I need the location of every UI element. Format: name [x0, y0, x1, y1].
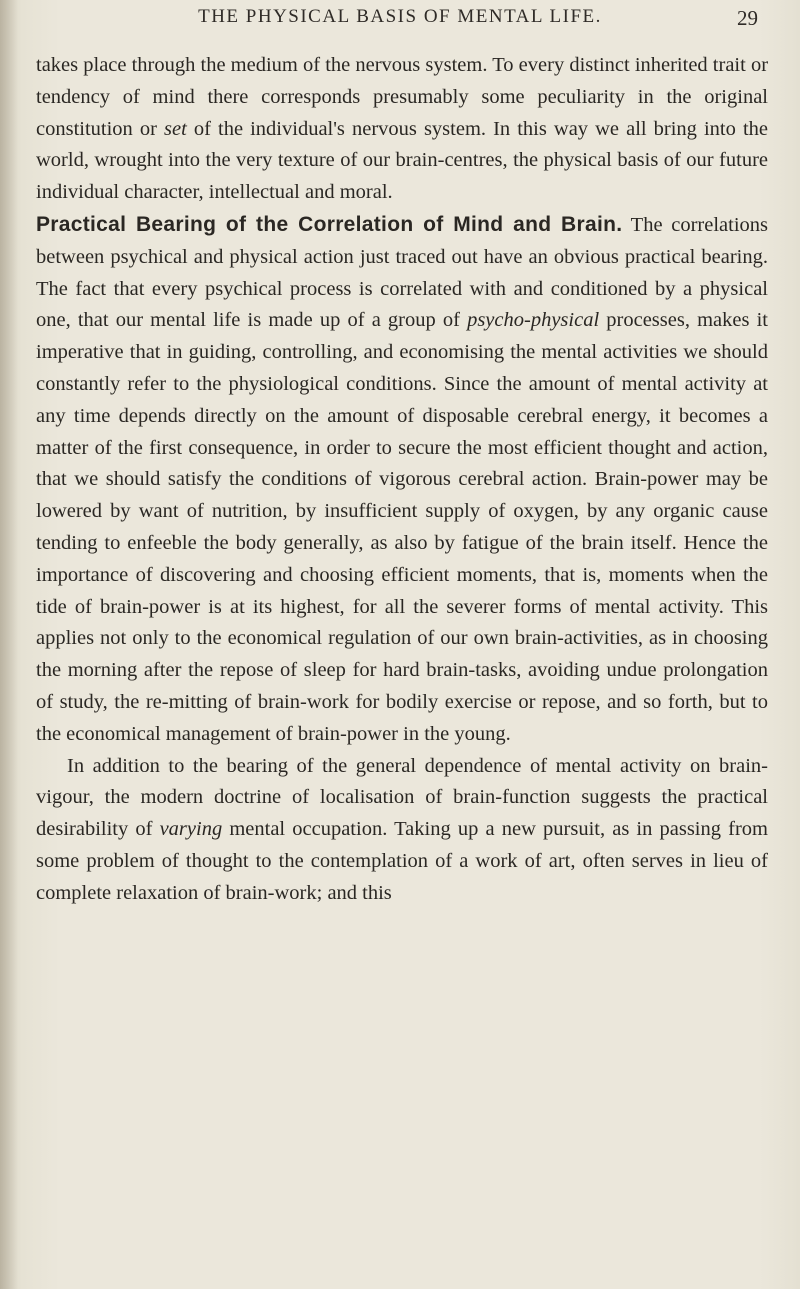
binding-shadow — [0, 0, 18, 1289]
paragraph-1-text-b: of the individual's nervous system. In this way we all bring into the world, wrought into the very texture of our brain-centres, the physical basis of our future individual character, intellectual and moral. — [36, 117, 768, 204]
running-head — [0, 6, 800, 36]
emphasis-psycho-physical: psycho-physical — [467, 309, 600, 332]
paragraph-3 — [36, 751, 768, 910]
section-heading: Practical Bearing of the Correlation of Mind and Brain. — [36, 212, 623, 236]
page-number: 29 — [737, 6, 758, 30]
paragraph-1-text-a: takes place through the medium of the nervous system. To every distinct inherited trait or tendency of mind there corresponds presumably some peculiarity in the original constitution or — [36, 54, 769, 140]
emphasis-set: set — [164, 117, 187, 140]
paragraph-3-text-a: In addition to the bearing of the general dependence of mental activity on brain-vigour, the modern doctrine of localisation of brain-function suggests the practical desirability of — [36, 754, 768, 841]
paragraph-3-text-b: mental occupation. Taking up a new pursuit, as in passing from some problem of thought to the contemplation of a work of art, often serves in lieu of complete relaxation of brain-work; and this — [36, 818, 768, 904]
emphasis-varying: varying — [159, 818, 223, 841]
body-text — [36, 50, 768, 910]
paragraph-2 — [36, 209, 768, 751]
running-title: THE PHYSICAL BASIS OF MENTAL LIFE. — [198, 6, 602, 27]
paragraph-2-text-a: The correlations between psychical and physical action just traced out have an obvious practical bearing. The fact that every psychical process is correlated with and conditioned by a physical one, that our mental life is made up of a group of — [36, 213, 769, 332]
paragraph-2-text-b: processes, makes it imperative that in guiding, controlling, and economising the mental activities we should constantly refer to the physiological conditions. Since the amount of mental activity at any time depends directly on the amount of disposable cerebral energy, it becomes a matter of the first consequence, in order to secure the most efficient thought and action, that we should satisfy the conditions of vigorous cerebral action. Brain-power may be lowered by want of nutrition, by insufficient supply of oxygen, by any organic cause tending to enfeeble the body generally, as also by fatigue of the brain itself. Hence the importance of discovering and choosing efficient moments, that is, moments when the tide of brain-power is at its highest, for all the severer forms of mental activity. This applies not only to the economical regulation of our own brain-activities, as in choosing the morning after the repose of sleep for hard brain-tasks, avoiding undue prolongation of study, the re-mitting of brain-work for bodily exercise or repose, and so forth, but to the economical management of brain-power in the young. — [36, 309, 768, 745]
paragraph-1 — [36, 50, 768, 209]
